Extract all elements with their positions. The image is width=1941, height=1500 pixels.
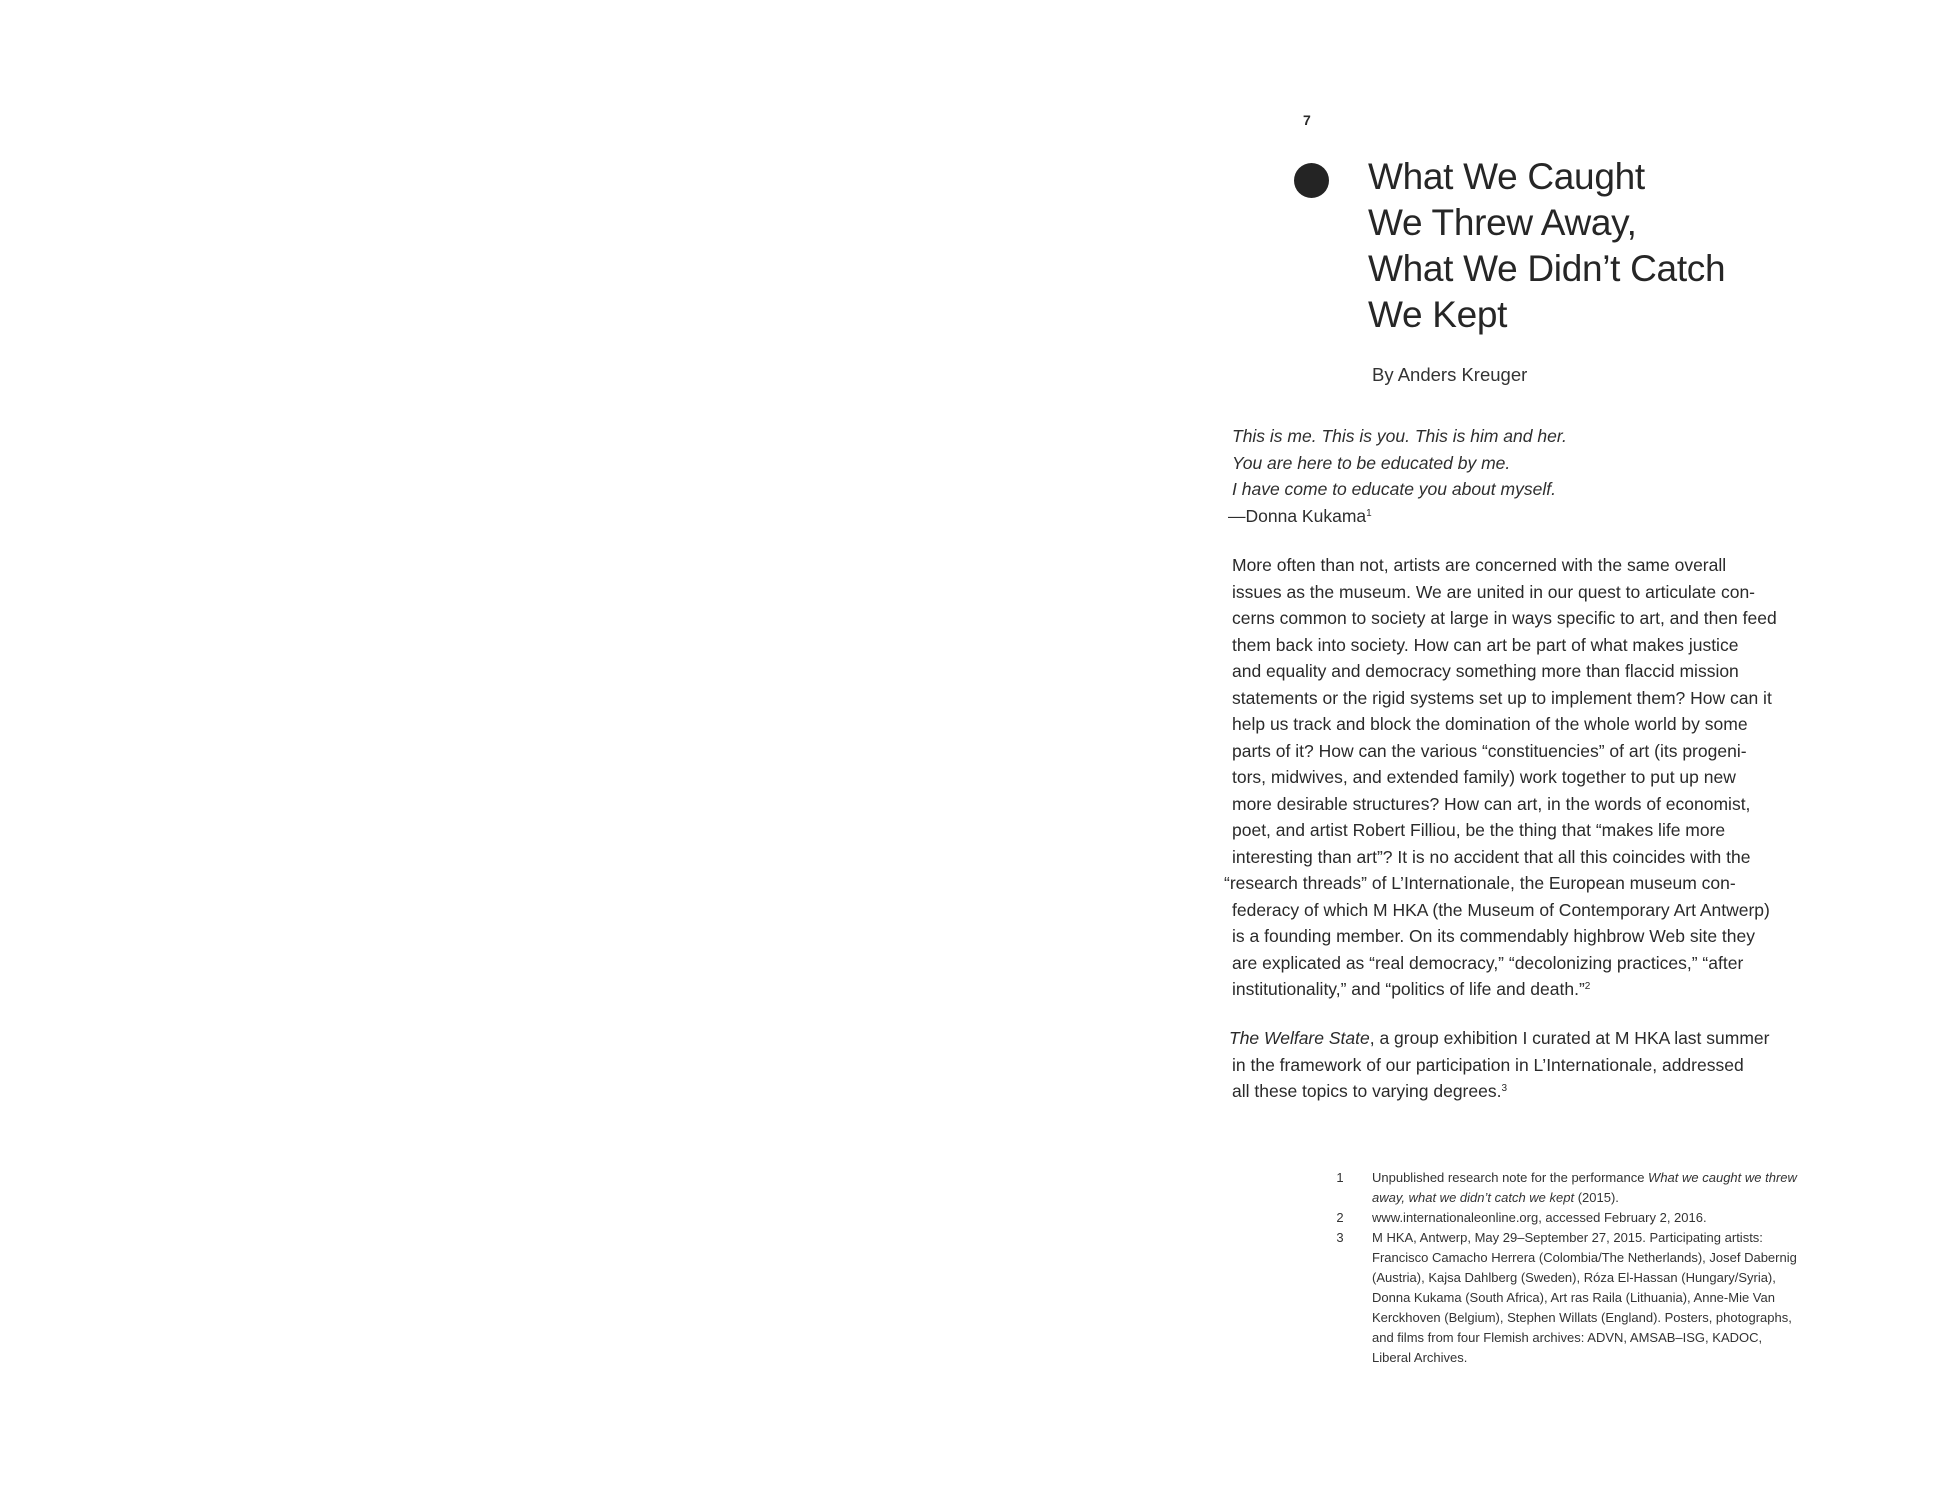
- footnote-2: [1330, 1208, 1890, 1228]
- left-page-blank: [0, 0, 970, 1500]
- text-line: is a founding member. On its commendably highbrow Web site they: [1232, 926, 1755, 946]
- text-line: More often than not, artists are concerned with the same overall: [1232, 555, 1727, 575]
- footnote-ref-3: 3: [1501, 1083, 1508, 1094]
- footnote-1: [1330, 1168, 1890, 1208]
- page-title: [1368, 154, 1838, 338]
- text-line: “research threads” of L’Internationale, the European museum con-: [1224, 873, 1736, 893]
- footnote-line: [1372, 1188, 1890, 1208]
- footnote-number: 3: [1336, 1230, 1344, 1245]
- text-line: cerns common to society at large in ways specific to art, and then feed: [1232, 608, 1777, 628]
- footnote-line: Kerckhoven (Belgium), Stephen Willats (England). Posters, photographs,: [1372, 1310, 1792, 1325]
- text-line: statements or the rigid systems set up to implement them? How can it: [1232, 687, 1772, 708]
- text-line: federacy of which M HKA (the Museum of Contemporary Art Antwerp): [1232, 899, 1770, 920]
- text-line: interesting than art”? It is no accident that all this coincides with the: [1232, 846, 1751, 867]
- text-line: are explicated as “real democracy,” “decolonizing practices,” “after: [1232, 952, 1744, 973]
- footnote-ref-2: 2: [1584, 981, 1591, 992]
- footnote-line: Francisco Camacho Herrera (Colombia/The Netherlands), Josef Dabernig: [1372, 1250, 1797, 1265]
- text-line: and equality and democracy something more than flaccid mission: [1232, 661, 1739, 681]
- text-line-content: institutionality,” and “politics of life and death.”: [1232, 979, 1585, 999]
- byline: By Anders Kreuger: [1372, 364, 1528, 385]
- text-line: [1232, 1078, 1852, 1105]
- text-line-content: all these topics to varying degrees.: [1232, 1081, 1502, 1101]
- text-line: [1232, 976, 1852, 1003]
- text-line: more desirable structures? How can art, in the words of economist,: [1232, 793, 1751, 814]
- exhibition-title: The Welfare State: [1229, 1028, 1370, 1048]
- footnotes: [1330, 1168, 1890, 1368]
- epigraph-line: This is me. This is you. This is him and her.: [1232, 426, 1567, 446]
- bullet-dot-icon: [1294, 163, 1329, 198]
- footnote-text: (2015).: [1574, 1190, 1619, 1205]
- footnote-number: 1: [1336, 1170, 1344, 1185]
- epigraph: [1228, 423, 1748, 529]
- text-line-content: , a group exhibition I curated at M HKA last summer: [1369, 1028, 1770, 1048]
- text-line: in the framework of our participation in L’Internationale, addressed: [1232, 1054, 1744, 1075]
- footnote-italic: away, what we didn’t catch we kept: [1372, 1190, 1575, 1205]
- title-line: What We Didn’t Catch: [1368, 248, 1726, 289]
- body-paragraph-2: [1229, 1025, 1852, 1105]
- title-line: We Threw Away,: [1368, 202, 1637, 243]
- title-line: We Kept: [1368, 294, 1508, 335]
- footnote-ref-1: 1: [1366, 507, 1372, 519]
- title-line: What We Caught: [1368, 156, 1645, 197]
- text-line: them back into society. How can art be part of what makes justice: [1232, 634, 1739, 655]
- footnote-line: (Austria), Kajsa Dahlberg (Sweden), Róza El-Hassan (Hungary/Syria),: [1372, 1270, 1776, 1285]
- text-line: help us track and block the domination of the whole world by some: [1232, 714, 1748, 734]
- footnote-italic: What we caught we threw: [1648, 1170, 1797, 1185]
- footnote-line: www.internationaleonline.org, accessed February 2, 2016.: [1372, 1210, 1707, 1225]
- attribution-text: —Donna Kukama: [1228, 505, 1367, 526]
- footnote-text: Unpublished research note for the performance: [1372, 1170, 1649, 1185]
- body-paragraph-1: [1224, 552, 1852, 1003]
- epigraph-line: You are here to be educated by me.: [1232, 452, 1511, 473]
- footnote-line: [1372, 1168, 1890, 1188]
- text-line: poet, and artist Robert Filliou, be the thing that “makes life more: [1232, 820, 1726, 840]
- epigraph-attribution: [1228, 503, 1748, 530]
- footnote-line: Liberal Archives.: [1372, 1350, 1468, 1365]
- footnote-line: and films from four Flemish archives: ADVN, AMSAB–ISG, KADOC,: [1372, 1330, 1763, 1345]
- epigraph-line: I have come to educate you about myself.: [1232, 479, 1556, 499]
- footnote-number: 2: [1336, 1210, 1344, 1225]
- footnote-line: M HKA, Antwerp, May 29–September 27, 2015. Participating artists:: [1372, 1230, 1763, 1245]
- text-line: issues as the museum. We are united in our quest to articulate con-: [1232, 581, 1756, 602]
- footnote-line: Donna Kukama (South Africa), Art ras Raila (Lithuania), Anne-Mie Van: [1372, 1290, 1775, 1305]
- text-line: [1229, 1025, 1852, 1052]
- text-line: parts of it? How can the various “constituencies” of art (its progeni-: [1232, 740, 1747, 761]
- text-line: tors, midwives, and extended family) work together to put up new: [1232, 767, 1736, 787]
- page-number: 7: [1303, 112, 1312, 128]
- footnote-3: [1330, 1228, 1890, 1368]
